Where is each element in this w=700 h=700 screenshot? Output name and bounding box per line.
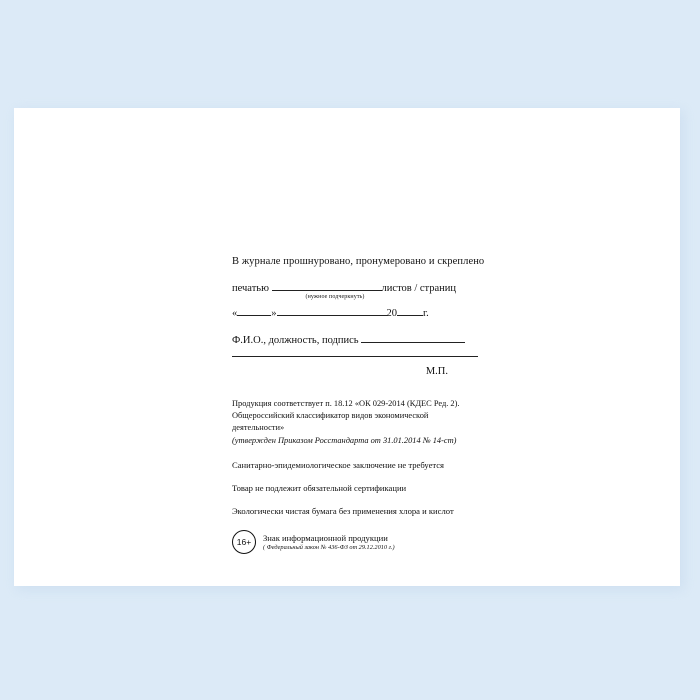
- quote-close: »: [271, 308, 277, 319]
- signature-blank[interactable]: [361, 332, 465, 343]
- year-prefix: 20: [386, 308, 397, 319]
- signature-label: Ф.И.О., должность, подпись: [232, 335, 359, 346]
- signature-line: [232, 332, 482, 346]
- seal-hint: (нужное подчеркнуть): [305, 294, 365, 300]
- quote-open: «: [232, 308, 238, 319]
- age-rating-icon: 16+: [232, 530, 256, 554]
- month-blank[interactable]: [277, 305, 387, 316]
- seal-suffix: листов / страниц: [381, 283, 457, 294]
- seal-blank[interactable]: [272, 280, 382, 291]
- day-blank[interactable]: [237, 305, 271, 316]
- note-sanitary: Санитарно-эпидемиологическое заключение не требуется: [232, 459, 445, 470]
- age-mark-title: Знак информационной продукции: [263, 532, 388, 543]
- document-page: [14, 108, 680, 586]
- date-line: [232, 305, 482, 319]
- seal-line: [232, 280, 482, 294]
- okved-line-1: Продукция соответствует п. 18.12 «ОК 029-2014 (КДЕС Ред. 2).: [232, 399, 460, 408]
- signature-rule[interactable]: [232, 355, 478, 357]
- okved-block: [232, 398, 482, 447]
- seal-label: печатью: [232, 283, 269, 294]
- year-suffix: г.: [423, 308, 429, 319]
- note-eco-paper: Экологически чистая бумага без применения хлора и кислот: [232, 505, 454, 516]
- okved-line-3: (утвержден Приказом Росстандарта от 31.01.2014 № 14-ст): [232, 435, 457, 445]
- age-mark-row: [232, 530, 482, 554]
- okved-line-2: Общероссийский классификатор видов экономической деятельности»: [232, 411, 429, 433]
- stamp-place: М.П.: [425, 366, 448, 377]
- year-blank[interactable]: [397, 305, 423, 316]
- note-certification: Товар не подлежит обязательной сертификации: [232, 482, 407, 493]
- age-mark-subtitle: ( Федеральный закон № 436-ФЗ от 29.12.2010 г.): [263, 543, 395, 551]
- age-mark-text: [263, 533, 395, 551]
- certification-line: В журнале прошнуровано, пронумеровано и скреплено: [232, 256, 485, 267]
- document-content: [232, 256, 485, 554]
